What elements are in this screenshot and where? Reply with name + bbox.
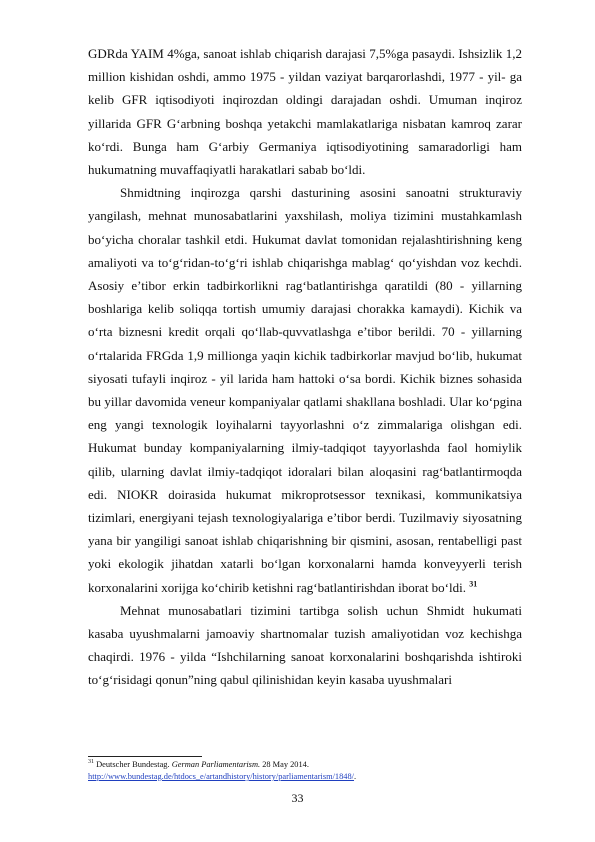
body-text xyxy=(88,42,522,692)
footnote-date: 28 May 2014. xyxy=(262,760,309,769)
footnote-separator xyxy=(88,756,202,757)
paragraph-1: GDRda YAIM 4%ga, sanoat ishlab chiqarish darajasi 7,5%ga pasaydi. Ishsizlik 1,2 million kishidan oshdi, ammo 1975 - yildan vaziyat barqarorlashdi, 1977 - yil- ga kelib GFR iqtisodiyoti inqirozdan oldingi darajadan oshdi. Umuman inqiroz yillarida GFR G‘arbning boshqa yetakchi mamlakatlariga nisbatan kamroq zarar ko‘rdi. Bunga ham G‘arbiy Germaniya iqtisodiyotining samaradorligi ham hukumatning muvaffaqiyatli harakatlari sabab bo‘ldi. xyxy=(88,46,522,178)
footnote-author: Deutscher Bundestag. xyxy=(96,760,170,769)
footnote-reference[interactable]: 31 xyxy=(469,579,478,589)
footnote xyxy=(88,759,522,783)
paragraph-2-text: Shmidtning inqirozga qarshi dasturining asosini sanoatni strukturaviy yangilash, mehnat munosabatlarini yaxshilash, moliya tizimini mustahkamlash bo‘yicha choralar tashkil etdi. Hukumat davlat tomonidan rejalashtirishning keng amaliyoti va to‘g‘ridan-to‘g‘ri ishlab chiqarishga mablag‘ qo‘yishdan voz kechdi. Asosiy e’tibor erkin tadbirkorlikni rag‘batlantirishga qaratildi (80 - yillarning boshlariga kelib soliqqa tortish umumiy darajasi chorakka kamaydi). Kichik va o‘rta biznesni kredit orqali qo‘llab-quvvatlashga e’tibor berildi. 70 - yillarning o‘rtalarida FRGda 1,9 millionga yaqin kichik tadbirkorlar mavjud bo‘lib, hukumat siyosati tufayli inqiroz - yil larida ham hattoki o‘sa bordi. Kichik biznes sohasida bu yillar davomida veneur kompaniyalar qatlami shakllana boshladi. Ular ko‘pgina eng yangi texnologik loyihalarni tayyorlashni o‘z zimmalariga olishgan edi. Hukumat bunday kompaniyalarning ilmiy-tadqiqot tayyorlashda faol homiylik qilib, ularning davlat ilmiy-tadqiqot idoralari bilan aloqasini rag‘batlantirmoqda edi. NIOKR doirasida hukumat mikroprotsessor texnikasi, kommunikatsiya tizimlari, energiyani tejash texnologiyalariga e’tibor berdi. Tuzilmaviy siyosatning yana bir yangiligi sanoat ishlab chiqarishning bir qismini, asosan, rentabelligi past yoki ekologik jihatdan xatarli bo‘lgan korxonalarni hamda konveyyerli terish korxonalarini xorijga ko‘chirib ketishni rag‘batlantirishdan iborat bo‘ldi. xyxy=(88,185,522,595)
footnote-link[interactable]: http://www.bundestag.de/htdocs_e/artandhistory/history/parliamentarism/1848/ xyxy=(88,772,355,781)
paragraph-2 xyxy=(88,181,522,599)
paragraph-3: Mehnat munosabatlari tizimini tartibga solish uchun Shmidt hukumati kasaba uyushmalarni jamoaviy shartnomalar tuzish amaliyotidan voz kechishga chaqirdi. 1976 - yilda “Ishchilarning sanoat korxonalarini boshqarishda ishtiroki to‘g‘risidagi qonun”ning qabul qilinishidan keyin kasaba uyushmalari xyxy=(88,602,522,688)
footnote-trailing: . xyxy=(354,772,357,781)
page-number: 33 xyxy=(291,791,304,805)
footnote-title: German Parliamentarism. xyxy=(171,760,261,769)
footnote-number: 31 xyxy=(88,759,94,766)
